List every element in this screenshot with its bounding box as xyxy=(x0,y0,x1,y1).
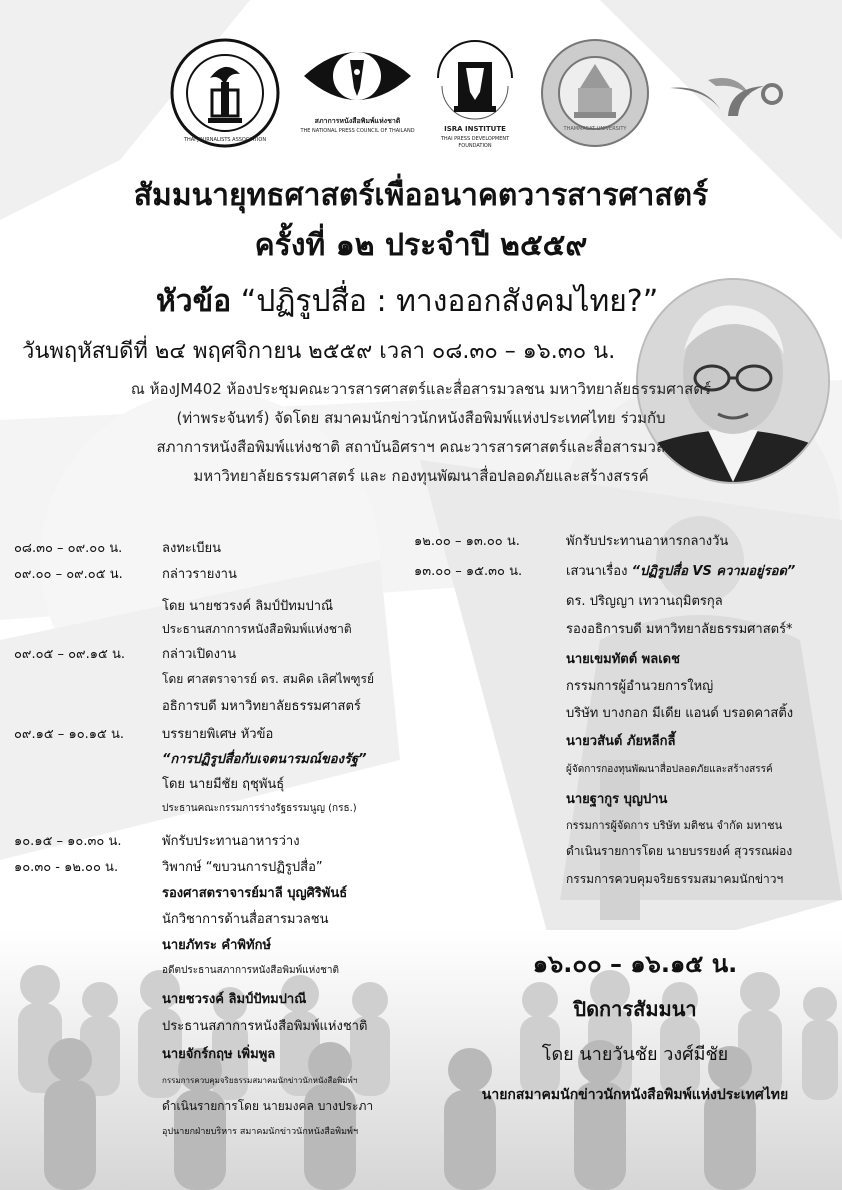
seminar-title: สัมมนายุทธศาสตร์เพื่ออนาคตวารสารศาสตร์ xyxy=(133,178,709,213)
venue-line: สภาการหนังสือพิมพ์แห่งชาติ สถาบันอิศราฯ คณะวารสารศาสตร์และสื่อสารมวลชน xyxy=(156,438,686,456)
schedule-title: วิพากษ์ “ขบวนการปฏิรูปสื่อ” xyxy=(162,860,323,875)
schedule-title: กล่าวเปิดงาน xyxy=(162,647,237,662)
closing-speaker-position: นายกสมาคมนักข่าวนักหนังสือพิมพ์แห่งประเทศไทย xyxy=(481,1087,789,1103)
panelist-position: นักวิชาการด้านสื่อสารมวลชน xyxy=(162,912,329,927)
venue-line: (ท่าพระจันทร์) จัดโดย สมาคมนักข่าวนักหนังสือพิมพ์แห่งประเทศไทย ร่วมกับ xyxy=(176,409,666,427)
panelist-position: ประธานสภาการหนังสือพิมพ์แห่งชาติ xyxy=(162,1019,368,1034)
tu-caption: THAMMASAT UNIVERSITY xyxy=(563,126,627,132)
npc-caption-th: สภาการหนังสือพิมพ์แห่งชาติ xyxy=(314,117,401,125)
schedule-time: ๑๐.๓๐ - ๑๒.๐๐ น. xyxy=(14,860,119,875)
topic-text: “ปฏิรูปสื่อ : ทางออกสังคมไทย?” xyxy=(231,284,659,319)
moderator-position: กรรมการควบคุมจริยธรรมสมาคมนักข่าวฯ xyxy=(566,872,784,886)
panelist-name: ดร. ปริญญา เทวานฤมิตรกุล xyxy=(566,594,723,609)
tja-caption: THAI JOURNALISTS ASSOCIATION xyxy=(183,137,267,143)
panelist-name: นายจักร์กฤษ เพิ่มพูล xyxy=(162,1047,276,1062)
speaker-position: ประธานคณะกรรมการร่างรัฐธรรมนูญ (กรธ.) xyxy=(162,803,357,814)
panelist-name: นายฐากูร บุญปาน xyxy=(566,792,668,807)
panelist-position: บริษัท บางกอก มีเดีย แอนด์ บรอดคาสติ้ง xyxy=(566,706,794,721)
schedule-time: ๐๙.๐๐ – ๐๙.๐๕ น. xyxy=(14,567,123,582)
seminar-edition: ครั้งที่ ๑๒ ประจำปี ๒๕๕๙ xyxy=(254,228,588,263)
closing-time: ๑๖.๐๐ – ๑๖.๑๕ น. xyxy=(532,950,738,978)
panelist-name: นายชวรงค์ ลิมป์ปัทมปาณี xyxy=(162,992,307,1007)
lecture-topic: “การปฏิรูปสื่อกับเจตนารมณ์ของรัฐ” xyxy=(162,752,367,767)
closing-speaker: โดย นายวันชัย วงศ์มีชัย xyxy=(541,1044,729,1065)
panelist-position: กรรมการผู้อำนวยการใหญ่ xyxy=(566,679,714,694)
isra-caption1: ISRA INSTITUTE xyxy=(444,125,506,133)
isra-caption2: THAI PRESS DEVELOPMENT xyxy=(440,136,510,142)
schedule-title xyxy=(566,560,795,581)
schedule-title: พักรับประทานอาหารกลางวัน xyxy=(566,534,729,549)
closing-label: ปิดการสัมมนา xyxy=(573,997,697,1021)
panelist-name: นายภัทระ คำพิทักษ์ xyxy=(162,938,272,953)
schedule-time: ๐๘.๓๐ – ๐๙.๐๐ น. xyxy=(14,541,123,556)
schedule-time: ๑๒.๐๐ – ๑๓.๐๐ น. xyxy=(414,534,520,549)
panelist-position: อดีตประธานสภาการหนังสือพิมพ์แห่งชาติ xyxy=(162,965,340,976)
speaker-position: อธิการบดี มหาวิทยาลัยธรรมศาสตร์ xyxy=(162,699,361,714)
schedule-title: บรรยายพิเศษ หัวข้อ xyxy=(162,727,274,742)
panelist-position: กรรมการผู้จัดการ บริษัท มติชน จำกัด มหาชน xyxy=(566,819,783,832)
schedule-time: ๐๙.๐๕ – ๐๙.๑๕ น. xyxy=(14,647,125,662)
speaker-name: โดย ศาสตราจารย์ ดร. สมคิด เลิศไพฑูรย์ xyxy=(162,672,374,686)
schedule-time: ๐๙.๑๕ – ๑๐.๑๕ น. xyxy=(14,727,125,742)
panelist-position: รองอธิการบดี มหาวิทยาลัยธรรมศาสตร์* xyxy=(566,622,793,637)
schedule-title: ลงทะเบียน xyxy=(162,541,222,556)
speaker-name: โดย นายมีชัย ฤชุพันธุ์ xyxy=(162,777,285,792)
schedule-time: ๑๐.๑๕ – ๑๐.๓๐ น. xyxy=(14,834,122,849)
speaker-position: ประธานสภาการหนังสือพิมพ์แห่งชาติ xyxy=(162,622,352,636)
forum-label: เสวนาเรื่อง xyxy=(566,564,632,579)
event-dateline: วันพฤหัสบดีที่ ๒๔ พฤศจิกายน ๒๕๕๙ เวลา ๐๘.๓๐ – ๑๖.๓๐ น. xyxy=(22,339,616,364)
isra-caption3: FOUNDATION xyxy=(458,143,492,149)
schedule-title: พักรับประทานอาหารว่าง xyxy=(162,834,300,849)
panelist-name: รองศาสตราจารย์มาลี บุญศิริพันธ์ xyxy=(162,886,348,901)
moderator-position: อุปนายกฝ่ายบริหาร สมาคมนักข่าวนักหนังสือพิมพ์ฯ xyxy=(162,1127,359,1137)
npc-caption-en: THE NATIONAL PRESS COUNCIL OF THAILAND xyxy=(300,128,415,134)
venue-line: ณ ห้องJM402 ห้องประชุมคณะวารสารศาสตร์และสื่อสารมวลชน มหาวิทยาลัยธรรมศาสตร์ xyxy=(130,380,712,398)
schedule-title: กล่าวรายงาน xyxy=(162,567,237,582)
panelist-name: นายเขมทัตต์ พลเดช xyxy=(566,652,680,667)
panelist-position: ผู้จัดการกองทุนพัฒนาสื่อปลอดภัยและสร้างสรรค์ xyxy=(566,764,773,775)
forum-topic: “ปฏิรูปสื่อ VS ความอยู่รอด” xyxy=(631,564,796,579)
schedule-time: ๑๓.๐๐ – ๑๕.๓๐ น. xyxy=(414,564,523,579)
topic-label: หัวข้อ xyxy=(156,284,232,319)
closing-section xyxy=(430,944,840,1106)
venue-line: มหาวิทยาลัยธรรมศาสตร์ และ กองทุนพัฒนาสื่อปลอดภัยและสร้างสรรค์ xyxy=(193,467,649,485)
moderator: ดำเนินรายการโดย นายมงคล บางประภา xyxy=(162,1099,374,1113)
speaker-name: โดย นายชวรงค์ ลิมป์ปัทมปาณี xyxy=(162,599,334,614)
panelist-name: นายวสันต์ ภัยหลีกลี้ xyxy=(566,734,676,749)
panelist-position: กรรมการควบคุมจริยธรรมสมาคมนักข่าวนักหนังสือพิมพ์ฯ xyxy=(162,1076,358,1085)
moderator: ดำเนินรายการโดย นายบรรยงค์ สุวรรณผ่อง xyxy=(566,844,793,858)
